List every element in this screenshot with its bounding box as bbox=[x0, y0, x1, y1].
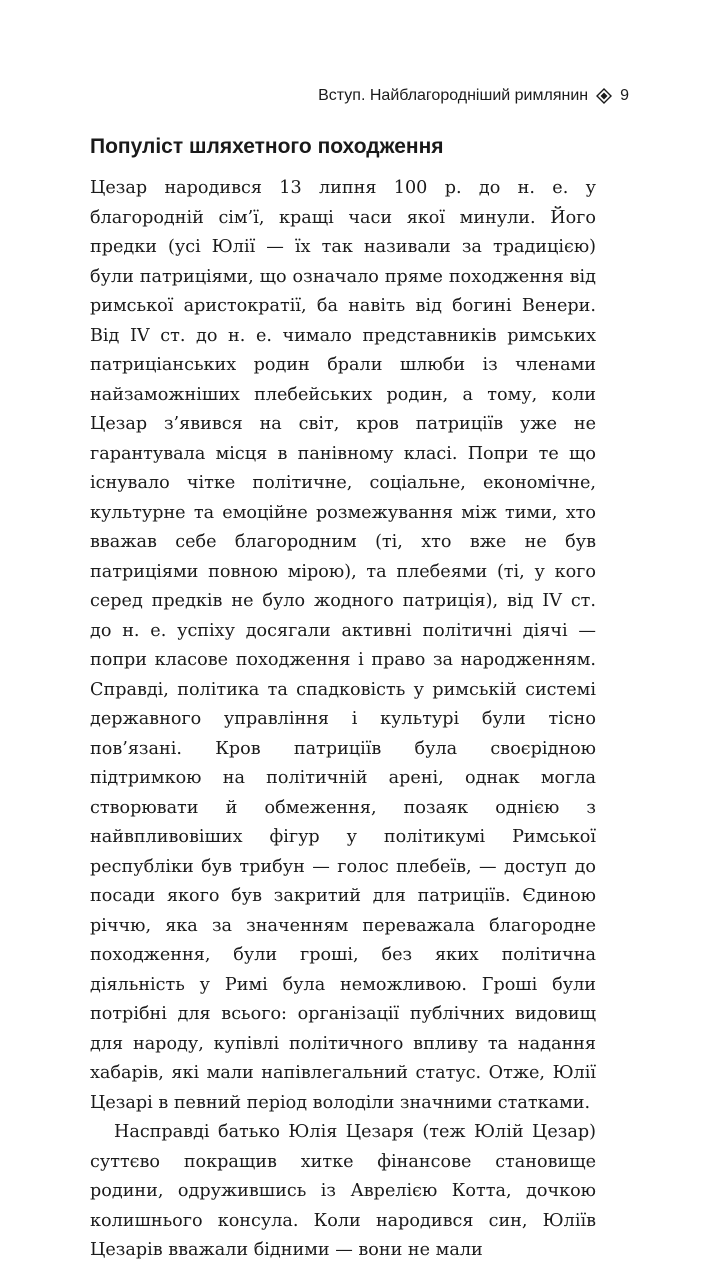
diamond-ornament-icon bbox=[596, 88, 612, 104]
running-head-title: Вступ. Найблагородніший римлянин bbox=[318, 87, 589, 104]
paragraph: Насправді батько Юлія Цезаря (теж Юлій Цезар) суттєво покращив хитке фінансове становище родини, одружившись із Аврелією Котта, дочкою колишнього консула. Коли народився син, Юліїв Цезарів вважали бідними — вони не мали bbox=[90, 1122, 596, 1260]
running-head bbox=[318, 87, 629, 105]
body-text bbox=[90, 174, 596, 1266]
paragraph: Цезар народився 13 липня 100 р. до н. е. у благородній сім’ї, кращі часи якої минули. Його предки (усі Юлії — їх так називали за традицією) були патриціями, що означало пряме походження від римської аристократії, ба навіть від богині Венери. Від IV ст. до н. е. чимало представників римських патриціанських родин брали шлюби із членами найзаможніших плебейських родин, а тому, коли Цезар з’явився на світ, кров патриціїв уже не гарантувала місця в панівному класі. Попри те що існувало чітке політичне, соціальне, економічне, культурне та емоційне розмежування між тими, хто вважав себе благородним (ті, хто вже не був патриціями повною мірою), та плебеями (ті, у кого серед предків не було жодного патриція), від IV ст. до н. е. успіху досягали активні політичні діячі — попри класове походження і право за народженням. Справді, політика та спадковість у римській системі державного управління і культурі були тісно пов’язані. Кров патриціїв була своєрідною підтримкою на політичній арені, однак могла створювати й обмеження, позаяк однією з найвпливовіших фігур у політикумі Римської республіки був трибун — голос плебеїв, — доступ до посади якого був закритий для патриціїв. Єдиною річчю, яка за значенням переважала благородне походження, були гроші, без яких політична діяльність у Римі була неможливою. Гроші були потрібні для всього: організації публічних видовищ для народу, купівлі політичного впливу та надання хабарів, які мали напівлегальний статус. Отже, Юлії Цезарі в певний період володіли значними статками. bbox=[90, 178, 596, 1113]
page-number: 9 bbox=[620, 87, 629, 104]
section-heading: Популіст шляхетного походження bbox=[90, 135, 444, 158]
